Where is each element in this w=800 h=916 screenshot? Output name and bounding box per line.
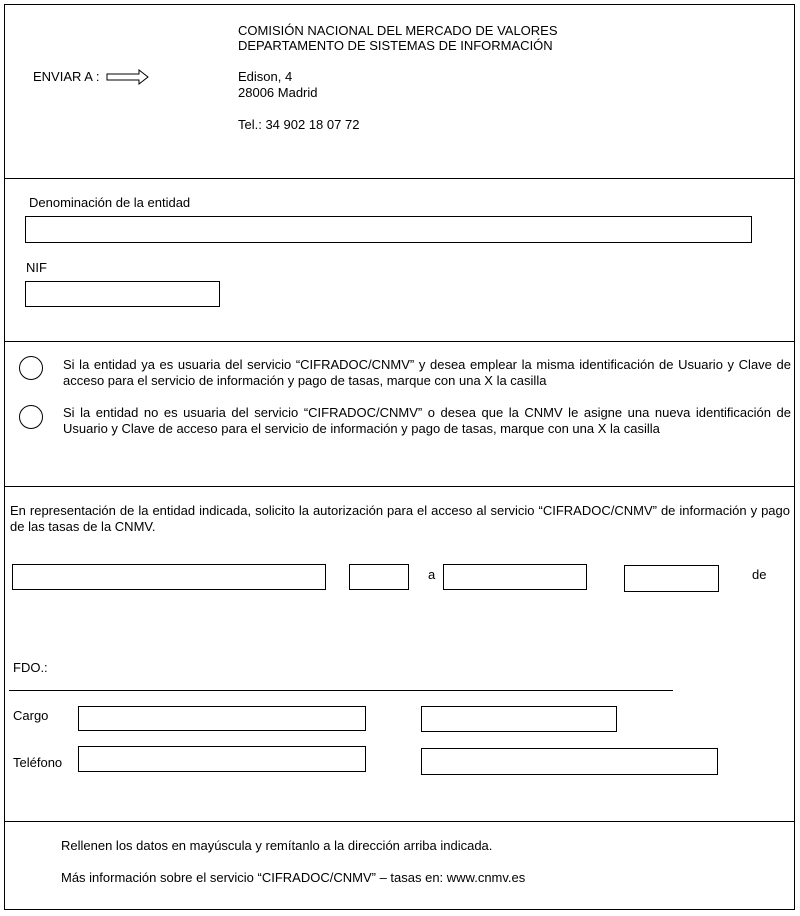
send-to-label: ENVIAR A : — [33, 69, 100, 84]
option-1-radio[interactable] — [19, 356, 43, 380]
option-2-text: Si la entidad no es usuaria del servicio “CIFRADOC/CNMV” o desea que la CNMV le asigne una nueva identificación de Usuario y Clave de acceso para el servicio de información y pago de tasas, marque con una X la casilla — [63, 405, 791, 436]
place-field[interactable] — [12, 564, 326, 590]
signature-label: FDO.: — [13, 660, 48, 675]
section-divider-4 — [4, 821, 795, 822]
right-arrow-icon — [106, 69, 150, 85]
address-line-1: Edison, 4 — [238, 69, 293, 84]
section-divider-1 — [4, 178, 795, 179]
option-2-radio[interactable] — [19, 405, 43, 429]
telefono-extra-field[interactable] — [421, 748, 718, 775]
entity-name-label: Denominación de la entidad — [29, 195, 191, 210]
nif-field[interactable] — [25, 281, 220, 307]
footer-note-2: Más información sobre el servicio “CIFRADOC/CNMV” – tasas en: www.cnmv.es — [61, 870, 526, 885]
org-name-line-1: COMISIÓN NACIONAL DEL MERCADO DE VALORES — [238, 23, 558, 38]
month-field[interactable] — [443, 564, 587, 590]
nif-label: NIF — [26, 260, 47, 275]
year-field[interactable] — [624, 565, 719, 592]
org-name-line-2: DEPARTAMENTO DE SISTEMAS DE INFORMACIÓN — [238, 38, 553, 53]
section-divider-2 — [4, 341, 795, 342]
section-divider-3 — [4, 486, 795, 487]
cargo-extra-field[interactable] — [421, 706, 617, 732]
address-line-2: 28006 Madrid — [238, 85, 318, 100]
authorization-statement: En representación de la entidad indicada, solicito la autorización para el acceso al servicio “CIFRADOC/CNMV” de información y pago de las tasas de la CNMV. — [10, 503, 790, 534]
entity-name-field[interactable] — [25, 216, 752, 243]
footer-note-1: Rellenen los datos en mayúscula y remítanlo a la dirección arriba indicada. — [61, 838, 493, 853]
cargo-field[interactable] — [78, 706, 366, 731]
de-label: de — [752, 567, 767, 582]
telefono-field[interactable] — [78, 746, 366, 772]
cargo-label: Cargo — [13, 708, 49, 723]
a-label: a — [428, 567, 436, 582]
option-1-text: Si la entidad ya es usuaria del servicio “CIFRADOC/CNMV” y desea emplear la misma identificación de Usuario y Clave de acceso para el servicio de información y pago de tasas, marque con una X la casilla — [63, 357, 791, 388]
telefono-label: Teléfono — [13, 755, 63, 770]
day-field[interactable] — [349, 564, 409, 590]
signature-line — [9, 690, 673, 691]
phone-number: Tel.: 34 902 18 07 72 — [238, 117, 360, 132]
